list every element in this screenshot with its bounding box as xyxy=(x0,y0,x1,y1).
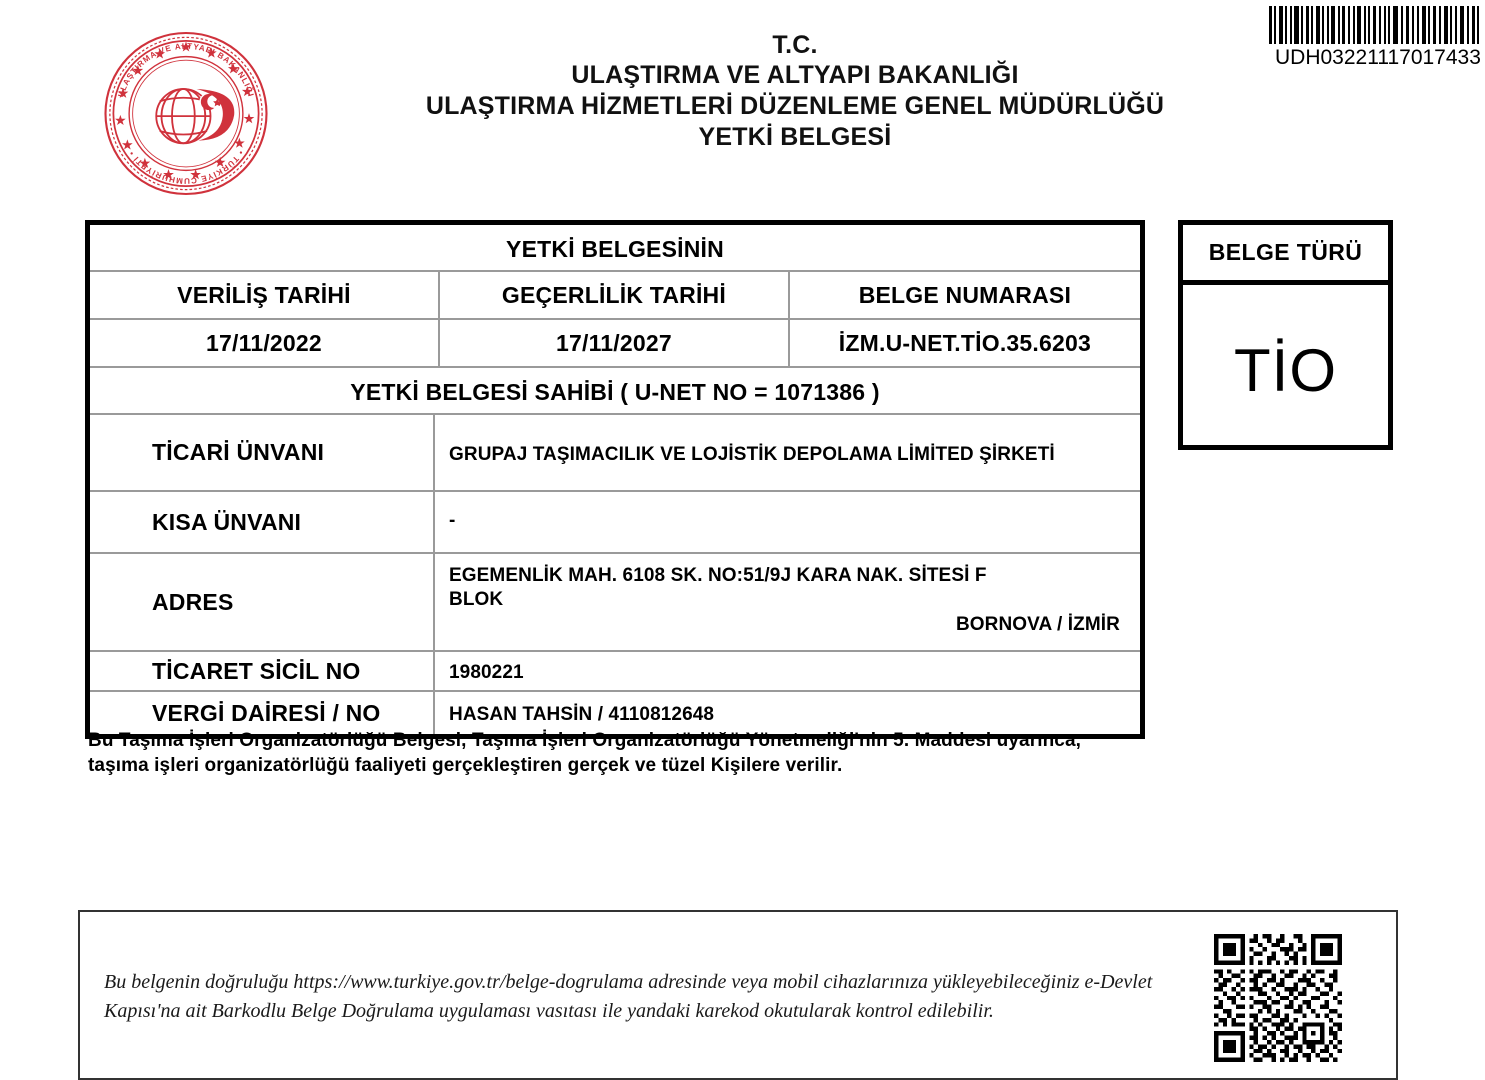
legal-note-line-2: taşıma işleri organizatörlüğü faaliyeti gerçekleştiren gerçek ve tüzel Kişilere verilir. xyxy=(88,755,843,776)
table-row-section-title xyxy=(90,225,1140,272)
value-trade-name: GRUPAJ TAŞIMACILIK VE LOJİSTİK DEPOLAMA LİMİTED ŞİRKETİ xyxy=(449,443,1055,465)
verification-text xyxy=(104,968,1164,1026)
verification-line-1: Bu belgenin doğruluğu https://www.turkiye.gov.tr/belge-dogrulama adresinde veya mobil cihazlarınıza yükleyebileceğiniz e-Devlet xyxy=(104,971,1153,993)
header-line-certificate: YETKİ BELGESİ xyxy=(698,123,892,151)
owner-section-title: YETKİ BELGESİ SAHİBİ ( U-NET NO = 1071386 ) xyxy=(350,379,880,405)
table-row-short-name xyxy=(90,492,1140,554)
label-short-name: KISA ÜNVANI xyxy=(90,492,435,552)
table-row-trade-name xyxy=(90,415,1140,492)
document-header xyxy=(330,30,1260,153)
document-type-box xyxy=(1178,220,1393,450)
column-header-document-number: BELGE NUMARASI xyxy=(858,282,1072,308)
table-row-trade-registry-no xyxy=(90,652,1140,692)
table-row-column-values xyxy=(90,320,1140,368)
value-validity-date: 17/11/2027 xyxy=(440,320,790,366)
qr-code xyxy=(1214,934,1342,1062)
label-trade-name: TİCARİ ÜNVANI xyxy=(90,415,435,490)
label-trade-registry-no: TİCARET SİCİL NO xyxy=(90,652,435,690)
verification-line-2: Kapısı'na ait Barkodlu Belge Doğrulama uygulaması vasıtası ile yandaki karekod okutularak kontrol edilebilir. xyxy=(104,1000,994,1022)
verification-box xyxy=(78,910,1398,1080)
certificate-table xyxy=(85,220,1145,739)
address-line-2: BLOK xyxy=(449,589,504,610)
document-type-header: BELGE TÜRÜ xyxy=(1183,225,1388,285)
section-title: YETKİ BELGESİNİN xyxy=(506,236,724,262)
address-city: BORNOVA / İZMİR xyxy=(955,614,1120,635)
label-address: ADRES xyxy=(90,554,435,650)
value-address xyxy=(435,554,1140,650)
value-document-number: İZM.U-NET.TİO.35.6203 xyxy=(838,330,1091,356)
svg-text:• TÜRKİYE CUMHURİYETİ •: • TÜRKİYE CUMHURİYETİ • xyxy=(126,148,246,186)
legal-note-line-1: Bu Taşıma İşleri Organizatörlüğü Belgesi, Taşıma İşleri Organizatörlüğü Yönetmeliği'nin 5. Maddesi uyarınca, xyxy=(88,730,1082,751)
barcode-bars xyxy=(1269,6,1479,44)
header-line-directorate: ULAŞTIRMA HİZMETLERİ DÜZENLEME GENEL MÜDÜRLÜĞÜ xyxy=(425,92,1165,120)
address-line-1: EGEMENLİK MAH. 6108 SK. NO:51/9J KARA NAK. SİTESİ F xyxy=(449,565,987,586)
value-short-name: - xyxy=(449,510,456,531)
barcode xyxy=(1263,6,1485,70)
legal-note xyxy=(88,728,1158,778)
value-trade-registry-no: 1980221 xyxy=(449,662,524,683)
header-line-ministry: ULAŞTIRMA VE ALTYAPI BAKANLIĞI xyxy=(571,61,1019,89)
column-header-validity-date: GEÇERLİLİK TARİHİ xyxy=(440,272,790,318)
value-tax-office: HASAN TAHSİN / 4110812648 xyxy=(449,704,715,725)
header-line-tc: T.C. xyxy=(772,31,818,59)
document-type-code: TİO xyxy=(1234,336,1337,404)
table-row-owner-title xyxy=(90,368,1140,415)
barcode-number: UDH03221117017433 xyxy=(1275,46,1481,69)
ministry-emblem xyxy=(88,26,284,201)
label-tax-office: VERGİ DAİRESİ / NO xyxy=(90,692,435,734)
column-header-issue-date: VERİLİŞ TARİHİ xyxy=(90,272,440,318)
value-issue-date: 17/11/2022 xyxy=(90,320,440,366)
svg-text:ULAŞTIRMA VE ALTYAPI BAKANLIĞI: ULAŞTIRMA VE ALTYAPI BAKANLIĞI xyxy=(116,41,256,99)
table-row-column-headers xyxy=(90,272,1140,320)
table-row-address xyxy=(90,554,1140,652)
